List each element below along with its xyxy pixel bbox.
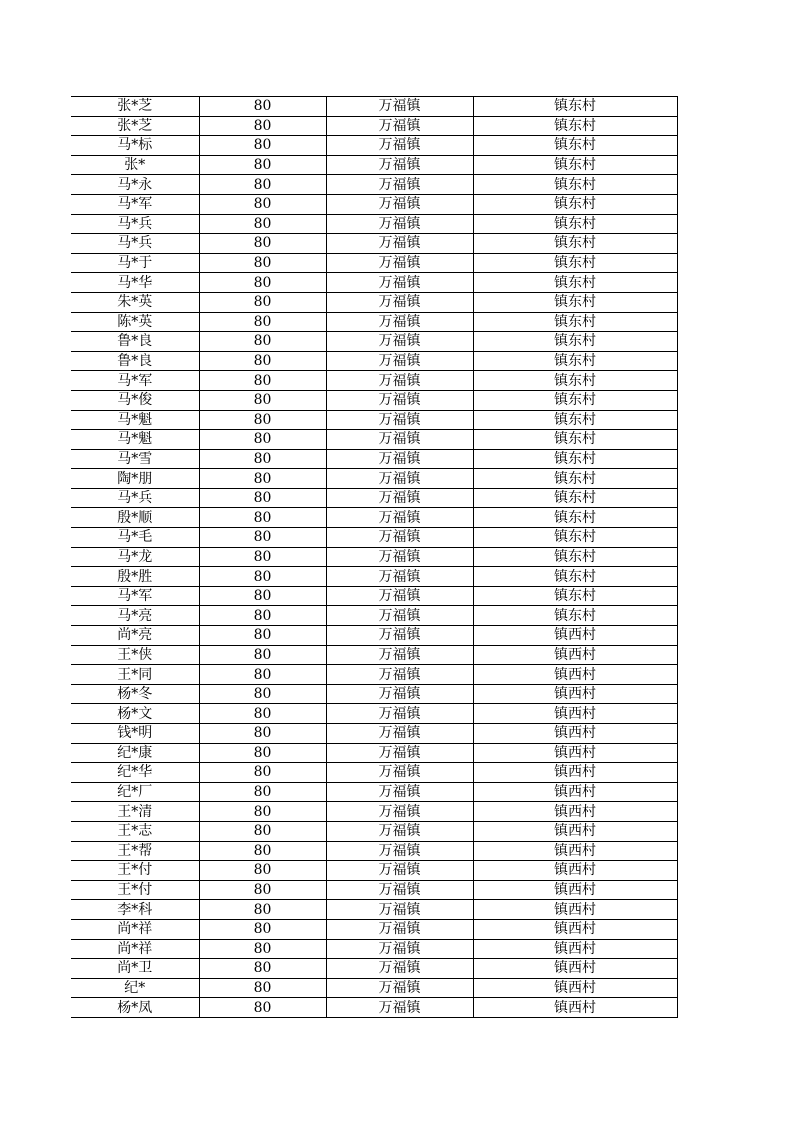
village-cell: 镇东村: [473, 97, 677, 117]
amount-cell: 80: [199, 332, 326, 352]
village-cell: 镇东村: [473, 469, 677, 489]
name-cell: 鲁*良: [71, 332, 199, 352]
town-cell: 万福镇: [326, 665, 473, 685]
village-cell: 镇东村: [473, 351, 677, 371]
village-cell: 镇东村: [473, 488, 677, 508]
village-cell: 镇东村: [473, 116, 677, 136]
table-row: [71, 469, 677, 489]
table-row: [71, 508, 677, 528]
amount-cell: 80: [199, 998, 326, 1018]
table-row: [71, 841, 677, 861]
village-cell: 镇东村: [473, 390, 677, 410]
name-cell: 尚*祥: [71, 919, 199, 939]
amount-cell: 80: [199, 488, 326, 508]
table-row: [71, 488, 677, 508]
name-cell: 陈*英: [71, 312, 199, 332]
village-cell: 镇西村: [473, 684, 677, 704]
village-cell: 镇西村: [473, 959, 677, 979]
name-cell: 陶*朋: [71, 469, 199, 489]
name-cell: 马*雪: [71, 449, 199, 469]
town-cell: 万福镇: [326, 606, 473, 626]
town-cell: 万福镇: [326, 528, 473, 548]
village-cell: 镇西村: [473, 900, 677, 920]
table-row: [71, 724, 677, 744]
table-row: [71, 861, 677, 881]
name-cell: 马*于: [71, 253, 199, 273]
town-cell: 万福镇: [326, 273, 473, 293]
name-cell: 马*亮: [71, 606, 199, 626]
name-cell: 尚*祥: [71, 939, 199, 959]
name-cell: 张*芝: [71, 116, 199, 136]
amount-cell: 80: [199, 234, 326, 254]
village-cell: 镇西村: [473, 978, 677, 998]
town-cell: 万福镇: [326, 214, 473, 234]
town-cell: 万福镇: [326, 547, 473, 567]
table-row: [71, 802, 677, 822]
amount-cell: 80: [199, 900, 326, 920]
name-cell: 马*永: [71, 175, 199, 195]
town-cell: 万福镇: [326, 841, 473, 861]
name-cell: 马*毛: [71, 528, 199, 548]
village-cell: 镇西村: [473, 665, 677, 685]
town-cell: 万福镇: [326, 880, 473, 900]
village-cell: 镇东村: [473, 175, 677, 195]
village-cell: 镇东村: [473, 567, 677, 587]
amount-cell: 80: [199, 97, 326, 117]
village-cell: 镇西村: [473, 743, 677, 763]
table-row: [71, 919, 677, 939]
amount-cell: 80: [199, 194, 326, 214]
amount-cell: 80: [199, 763, 326, 783]
amount-cell: 80: [199, 410, 326, 430]
table-row: [71, 567, 677, 587]
name-cell: 纪*: [71, 978, 199, 998]
town-cell: 万福镇: [326, 312, 473, 332]
village-cell: 镇东村: [473, 292, 677, 312]
amount-cell: 80: [199, 821, 326, 841]
town-cell: 万福镇: [326, 410, 473, 430]
village-cell: 镇东村: [473, 430, 677, 450]
table-row: [71, 704, 677, 724]
name-cell: 马*魁: [71, 430, 199, 450]
town-cell: 万福镇: [326, 724, 473, 744]
amount-cell: 80: [199, 665, 326, 685]
name-cell: 马*军: [71, 586, 199, 606]
table-row: [71, 606, 677, 626]
name-cell: 钱*明: [71, 724, 199, 744]
town-cell: 万福镇: [326, 234, 473, 254]
amount-cell: 80: [199, 978, 326, 998]
name-cell: 马*标: [71, 136, 199, 156]
amount-cell: 80: [199, 919, 326, 939]
name-cell: 王*清: [71, 802, 199, 822]
table-row: [71, 665, 677, 685]
table-row: [71, 155, 677, 175]
village-cell: 镇西村: [473, 939, 677, 959]
amount-cell: 80: [199, 802, 326, 822]
village-cell: 镇东村: [473, 214, 677, 234]
table-row: [71, 449, 677, 469]
town-cell: 万福镇: [326, 802, 473, 822]
name-cell: 尚*卫: [71, 959, 199, 979]
village-cell: 镇东村: [473, 410, 677, 430]
village-cell: 镇东村: [473, 332, 677, 352]
table-row: [71, 97, 677, 117]
table-row: [71, 371, 677, 391]
village-cell: 镇东村: [473, 449, 677, 469]
amount-cell: 80: [199, 841, 326, 861]
village-cell: 镇东村: [473, 371, 677, 391]
table-row: [71, 978, 677, 998]
town-cell: 万福镇: [326, 155, 473, 175]
amount-cell: 80: [199, 469, 326, 489]
amount-cell: 80: [199, 704, 326, 724]
table-row: [71, 234, 677, 254]
town-cell: 万福镇: [326, 390, 473, 410]
name-cell: 马*兵: [71, 234, 199, 254]
table-row: [71, 430, 677, 450]
town-cell: 万福镇: [326, 567, 473, 587]
amount-cell: 80: [199, 390, 326, 410]
name-cell: 纪*厂: [71, 782, 199, 802]
amount-cell: 80: [199, 724, 326, 744]
amount-cell: 80: [199, 684, 326, 704]
name-cell: 马*俊: [71, 390, 199, 410]
village-cell: 镇东村: [473, 586, 677, 606]
amount-cell: 80: [199, 959, 326, 979]
table-row: [71, 900, 677, 920]
name-cell: 马*军: [71, 371, 199, 391]
name-cell: 殷*顺: [71, 508, 199, 528]
table-row: [71, 194, 677, 214]
amount-cell: 80: [199, 861, 326, 881]
name-cell: 杨*凤: [71, 998, 199, 1018]
amount-cell: 80: [199, 155, 326, 175]
amount-cell: 80: [199, 606, 326, 626]
table-row: [71, 547, 677, 567]
table-row: [71, 998, 677, 1018]
table-row: [71, 939, 677, 959]
name-cell: 张*: [71, 155, 199, 175]
village-cell: 镇东村: [473, 312, 677, 332]
town-cell: 万福镇: [326, 175, 473, 195]
data-table: [71, 96, 678, 1018]
table-row: [71, 763, 677, 783]
name-cell: 马*龙: [71, 547, 199, 567]
name-cell: 马*军: [71, 194, 199, 214]
amount-cell: 80: [199, 626, 326, 646]
name-cell: 马*华: [71, 273, 199, 293]
town-cell: 万福镇: [326, 959, 473, 979]
village-cell: 镇东村: [473, 273, 677, 293]
table-row: [71, 410, 677, 430]
amount-cell: 80: [199, 939, 326, 959]
village-cell: 镇西村: [473, 782, 677, 802]
town-cell: 万福镇: [326, 97, 473, 117]
table-row: [71, 312, 677, 332]
table-row: [71, 743, 677, 763]
village-cell: 镇东村: [473, 155, 677, 175]
name-cell: 王*付: [71, 861, 199, 881]
name-cell: 王*志: [71, 821, 199, 841]
village-cell: 镇东村: [473, 606, 677, 626]
table-row: [71, 136, 677, 156]
town-cell: 万福镇: [326, 449, 473, 469]
table-row: [71, 528, 677, 548]
name-cell: 王*侠: [71, 645, 199, 665]
table-row: [71, 645, 677, 665]
town-cell: 万福镇: [326, 332, 473, 352]
amount-cell: 80: [199, 586, 326, 606]
town-cell: 万福镇: [326, 939, 473, 959]
name-cell: 杨*冬: [71, 684, 199, 704]
amount-cell: 80: [199, 743, 326, 763]
village-cell: 镇西村: [473, 861, 677, 881]
town-cell: 万福镇: [326, 586, 473, 606]
town-cell: 万福镇: [326, 684, 473, 704]
name-cell: 马*兵: [71, 488, 199, 508]
village-cell: 镇东村: [473, 234, 677, 254]
table-row: [71, 390, 677, 410]
town-cell: 万福镇: [326, 136, 473, 156]
name-cell: 王*付: [71, 880, 199, 900]
table-row: [71, 586, 677, 606]
town-cell: 万福镇: [326, 782, 473, 802]
table-row: [71, 273, 677, 293]
town-cell: 万福镇: [326, 194, 473, 214]
name-cell: 尚*亮: [71, 626, 199, 646]
name-cell: 张*芝: [71, 97, 199, 117]
name-cell: 马*兵: [71, 214, 199, 234]
name-cell: 王*同: [71, 665, 199, 685]
amount-cell: 80: [199, 312, 326, 332]
table-body: [71, 97, 677, 1018]
name-cell: 殷*胜: [71, 567, 199, 587]
village-cell: 镇西村: [473, 880, 677, 900]
amount-cell: 80: [199, 273, 326, 293]
town-cell: 万福镇: [326, 743, 473, 763]
table-row: [71, 684, 677, 704]
amount-cell: 80: [199, 116, 326, 136]
village-cell: 镇东村: [473, 508, 677, 528]
amount-cell: 80: [199, 136, 326, 156]
amount-cell: 80: [199, 371, 326, 391]
amount-cell: 80: [199, 528, 326, 548]
town-cell: 万福镇: [326, 488, 473, 508]
amount-cell: 80: [199, 547, 326, 567]
table-row: [71, 175, 677, 195]
town-cell: 万福镇: [326, 998, 473, 1018]
table-row: [71, 626, 677, 646]
amount-cell: 80: [199, 214, 326, 234]
town-cell: 万福镇: [326, 704, 473, 724]
town-cell: 万福镇: [326, 469, 473, 489]
village-cell: 镇西村: [473, 919, 677, 939]
town-cell: 万福镇: [326, 763, 473, 783]
name-cell: 鲁*良: [71, 351, 199, 371]
amount-cell: 80: [199, 567, 326, 587]
amount-cell: 80: [199, 449, 326, 469]
name-cell: 李*科: [71, 900, 199, 920]
village-cell: 镇东村: [473, 528, 677, 548]
village-cell: 镇西村: [473, 763, 677, 783]
town-cell: 万福镇: [326, 978, 473, 998]
name-cell: 朱*英: [71, 292, 199, 312]
amount-cell: 80: [199, 880, 326, 900]
name-cell: 王*帮: [71, 841, 199, 861]
village-cell: 镇西村: [473, 626, 677, 646]
name-cell: 纪*康: [71, 743, 199, 763]
village-cell: 镇西村: [473, 821, 677, 841]
village-cell: 镇西村: [473, 998, 677, 1018]
town-cell: 万福镇: [326, 919, 473, 939]
amount-cell: 80: [199, 782, 326, 802]
table-row: [71, 292, 677, 312]
name-cell: 纪*华: [71, 763, 199, 783]
village-cell: 镇西村: [473, 645, 677, 665]
table-row: [71, 253, 677, 273]
amount-cell: 80: [199, 253, 326, 273]
name-cell: 杨*文: [71, 704, 199, 724]
amount-cell: 80: [199, 645, 326, 665]
amount-cell: 80: [199, 351, 326, 371]
town-cell: 万福镇: [326, 645, 473, 665]
table-row: [71, 821, 677, 841]
table-row: [71, 880, 677, 900]
town-cell: 万福镇: [326, 116, 473, 136]
town-cell: 万福镇: [326, 253, 473, 273]
town-cell: 万福镇: [326, 508, 473, 528]
town-cell: 万福镇: [326, 292, 473, 312]
town-cell: 万福镇: [326, 821, 473, 841]
town-cell: 万福镇: [326, 626, 473, 646]
name-cell: 马*魁: [71, 410, 199, 430]
village-cell: 镇东村: [473, 253, 677, 273]
amount-cell: 80: [199, 430, 326, 450]
town-cell: 万福镇: [326, 351, 473, 371]
town-cell: 万福镇: [326, 430, 473, 450]
village-cell: 镇西村: [473, 841, 677, 861]
town-cell: 万福镇: [326, 371, 473, 391]
table-row: [71, 959, 677, 979]
town-cell: 万福镇: [326, 861, 473, 881]
table-row: [71, 332, 677, 352]
village-cell: 镇东村: [473, 547, 677, 567]
village-cell: 镇西村: [473, 724, 677, 744]
village-cell: 镇东村: [473, 136, 677, 156]
table-row: [71, 782, 677, 802]
amount-cell: 80: [199, 292, 326, 312]
village-cell: 镇东村: [473, 194, 677, 214]
table-row: [71, 351, 677, 371]
town-cell: 万福镇: [326, 900, 473, 920]
amount-cell: 80: [199, 508, 326, 528]
village-cell: 镇西村: [473, 802, 677, 822]
village-cell: 镇西村: [473, 704, 677, 724]
amount-cell: 80: [199, 175, 326, 195]
table-row: [71, 214, 677, 234]
table-row: [71, 116, 677, 136]
